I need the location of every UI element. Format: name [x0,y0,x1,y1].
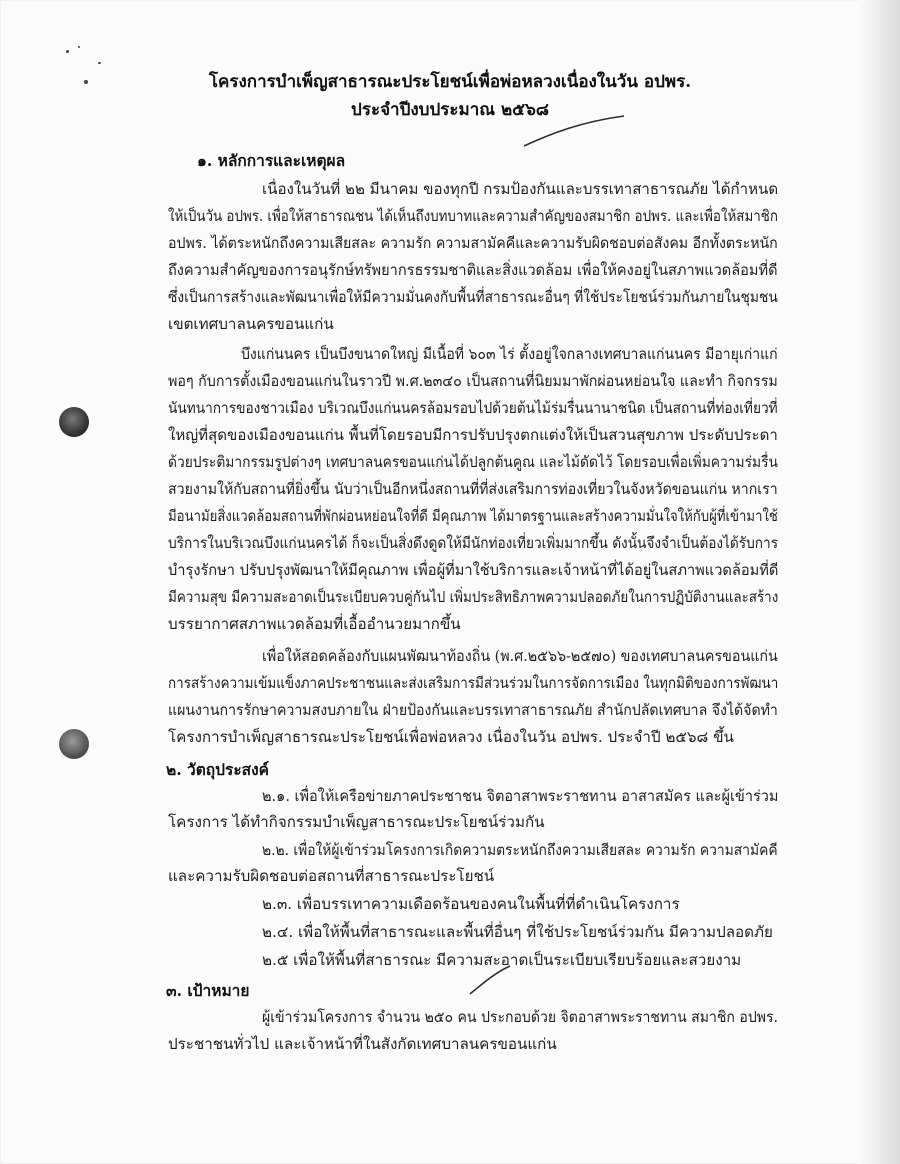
paragraph-line: สวยงามให้กับสถานที่ยิ่งขึ้น นับว่าเป็นอีกหนึ่งสถานที่ที่ส่งเสริมการท่องเที่ยวในจังหวัดขอนแก่น หากเรา [168,480,778,498]
document-subtitle: ประจำปีงบประมาณ ๒๕๖๘ [351,100,549,120]
objective-item: ๒.๓. เพื่อบรรเทาความเดือดร้อนของคนในพื้นที่ที่ดำเนินโครงการ [262,895,680,913]
objective-item: ๒.๕ เพื่อให้พื้นที่สาธารณะ มีความสะอาดเป็นระเบียบเรียบร้อยและสวยงาม [262,951,742,969]
paragraph-line: มีความสุข มีความสะอาดเป็นระเบียบควบคู่กันไป เพิ่มประสิทธิภาพความปลอดภัยในการปฏิบัติงานและสร้าง [168,588,779,606]
paragraph-line: ถึงความสำคัญของการอนุรักษ์ทรัพยากรธรรมชาติและสิ่งแวดล้อม เพื่อให้คงอยู่ในสภาพแวดล้อมที่ดี [168,261,778,279]
section-1-heading: ๑. หลักการและเหตุผล [197,151,346,170]
paragraph-line: เขตเทศบาลนครขอนแก่น [168,315,334,333]
punch-hole-bottom [59,729,89,759]
section-3-heading: ๓. เป้าหมาย [166,981,250,1000]
objective-item: โครงการ ได้ทำกิจกรรมบำเพ็ญสาธารณะประโยชน์ร่วมกัน [168,813,545,831]
paragraph-line: บึงแก่นนคร เป็นบึงขนาดใหญ่ มีเนื้อที่ ๖๐๓ ไร่ ตั้งอยู่ใจกลางเทศบาลแก่นนคร มีอายุเก่าแก่ [241,345,778,363]
paragraph-line: โครงการบำเพ็ญสาธารณะประโยชน์เพื่อพ่อหลวง เนื่องในวัน อปพร. ประจำปี ๒๕๖๘ ขึ้น [168,728,734,746]
target-line: ผู้เข้าร่วมโครงการ จำนวน ๒๕๐ คน ประกอบด้วย จิตอาสาพระราชทาน สมาชิก อปพร. [262,1008,779,1026]
objective-item: ๒.๒. เพื่อให้ผู้เข้าร่วมโครงการเกิดความตระหนักถึงความเสียสละ ความรัก ความสามัคคี [262,841,778,859]
pen-check-mark-top [520,112,630,152]
paragraph-line: อปพร. ได้ตระหนักถึงความเสียสละ ความรัก ความสามัคคีและความรับผิดชอบต่อสังคม อีกทั้งตระหนัก [168,234,778,252]
objective-item: ๒.๔. เพื่อให้พื้นที่สาธารณะและพื้นที่อื่นๆ ที่ใช้ประโยชน์ร่วมกัน มีความปลอดภัย [262,923,773,941]
paragraph-line: บำรุงรักษา ปรับปรุงพัฒนาให้มีคุณภาพ เพื่อผู้ที่มาใช้บริการและเจ้าหน้าที่ได้อยู่ในสภาพแวดล้อมที่ดี [168,561,779,579]
paragraph-line: เพื่อให้สอดคล้องกับแผนพัฒนาท้องถิ่น (พ.ศ.๒๕๖๖-๒๕๗๐) ของเทศบาลนครขอนแก่น [262,647,778,665]
paragraph-line: นันทนาการของชาวเมือง บริเวณบึงแก่นนครล้อมรอบไปด้วยต้นไม้ร่มรื่นนานาชนิด เป็นสถานที่ท่องเที่ยวที่ [168,399,778,417]
section-2-heading: ๒. วัตถุประสงค์ [166,760,270,779]
objective-item: และความรับผิดชอบต่อสถานที่สาธารณะประโยชน์ [168,867,495,885]
paragraph-line: มีอนามัยสิ่งแวดล้อมสถานที่พักผ่อนหย่อนใจที่ดี มีคุณภาพ ได้มาตรฐานและสร้างความมั่นใจให้กับผู้ที่เข้ามาใช้ [168,507,778,525]
paragraph-line: การสร้างความเข้มแข็งภาคประชาชนและส่งเสริมการมีส่วนร่วมในการจัดการเมือง ในทุกมิติของการพัฒนา [168,674,779,692]
paragraph-line: บริการในบริเวณบึงแก่นนครได้ ก็จะเป็นสิ่งดึงดูดให้มีนักท่องเที่ยวเพิ่มมากขึ้น ดังนั้นจึงจำเป็นต้องได้รับการ [168,534,779,552]
paragraph-line: บรรยากาศสภาพแวดล้อมที่เอื้ออำนวยมากขึ้น [168,615,461,633]
target-line: ประชาชนทั่วไป และเจ้าหน้าที่ในสังกัดเทศบาลนครขอนแก่น [168,1035,557,1053]
paragraph-line: ซึ่งเป็นการสร้างและพัฒนาเพื่อให้มีความมั่นคงกับพื้นที่สาธารณะอื่นๆ ที่ใช้ประโยชน์ร่วมกันภายในชุมชน [168,288,778,306]
paragraph-line: พอๆ กับการตั้งเมืองขอนแก่นในราวปี พ.ศ.๒๓๔๐ เป็นสถานที่นิยมมาพักผ่อนหย่อนใจ และทำ กิจกรรม [168,372,778,390]
document-title: โครงการบำเพ็ญสาธารณะประโยชน์เพื่อพ่อหลวงเนื่องในวัน อปพร. [208,72,692,92]
objective-item: ๒.๑. เพื่อให้เครือข่ายภาคประชาชน จิตอาสาพระราชทาน อาสาสมัคร และผู้เข้าร่วม [262,787,779,805]
page-edge-shadow [858,0,900,1164]
paragraph-line: เนื่องในวันที่ ๒๒ มีนาคม ของทุกปี กรมป้องกันและบรรเทาสาธารณภัย ได้กำหนด [262,180,779,198]
punch-hole-top [59,407,89,437]
paragraph-line: แผนงานการรักษาความสงบภายใน ฝ่ายป้องกันและบรรเทาสาธารณภัย สำนักปลัดเทศบาล จึงได้จัดทำ [168,701,778,719]
paragraph-line: ให้เป็นวัน อปพร. เพื่อให้สาธารณชน ได้เห็นถึงบทบาทและความสำคัญของสมาชิก อปพร. และเพื่อให้สมาชิก [168,207,778,225]
paragraph-line: ด้วยประติมากรรมรูปต่างๆ เทศบาลนครขอนแก่นได้ปลูกต้นคูณ และไม้ดัดไว้ โดยรอบเพื่อเพิ่มความร่มรื่น [168,453,778,471]
paragraph-line: ใหญ่ที่สุดของเมืองขอนแก่น พื้นที่โดยรอบมีการปรับปรุงตกแต่งให้เป็นสวนสุขภาพ ประดับประดา [168,426,778,444]
